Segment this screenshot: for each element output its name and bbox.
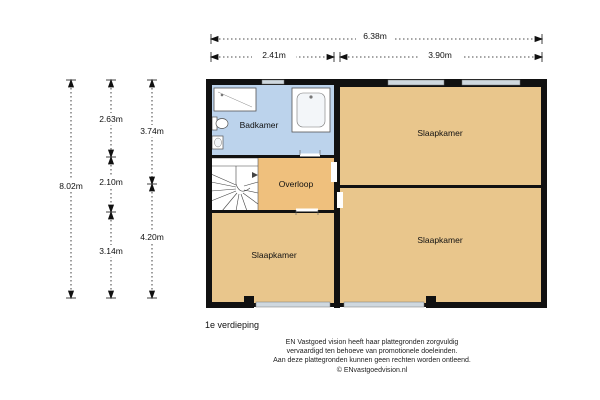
dim-left-total-label: 8.02m [59,181,83,191]
dim-top-right-label: 3.90m [428,50,452,60]
label-slaapkamer-bottom-left: Slaapkamer [251,250,297,260]
dim-top-left-label: 2.41m [262,50,286,60]
dim-left-seg2-label: 2.10m [99,177,123,187]
sink-icon [212,136,223,149]
bathtub-icon [292,88,330,132]
label-overloop: Overloop [278,179,314,189]
disclaimer-line-2: vervaardigd ten behoeve van promotionele doeleinden. [286,348,458,356]
shower-icon [214,88,256,111]
dim-top-total-label: 6.38m [363,31,387,41]
disclaimer-line-1: EN Vastgoed vision heeft haar plattegronden zorgvuldig [285,339,459,346]
label-slaapkamer-top-right: Slaapkamer [417,128,463,138]
dim-mid-seg1-label: 3.74m [140,126,164,136]
label-slaapkamer-bottom-right: Slaapkamer [417,235,463,245]
dim-mid-seg2-label: 4.20m [140,232,164,242]
disclaimer [222,338,522,375]
disclaimer-line-4: © ENvastgoedvision.nl [336,366,408,374]
dim-left-seg1-label: 2.63m [99,114,123,124]
label-badkamer: Badkamer [239,120,279,130]
floor-label: 1e verdieping [205,320,260,330]
dim-left-seg3-label: 3.14m [99,246,123,256]
stairs [211,158,258,211]
disclaimer-line-3: Aan deze plattegronden kunnen geen rechten worden ontleend. [273,357,471,365]
room-slaapkamer-bottom-right [340,188,542,303]
